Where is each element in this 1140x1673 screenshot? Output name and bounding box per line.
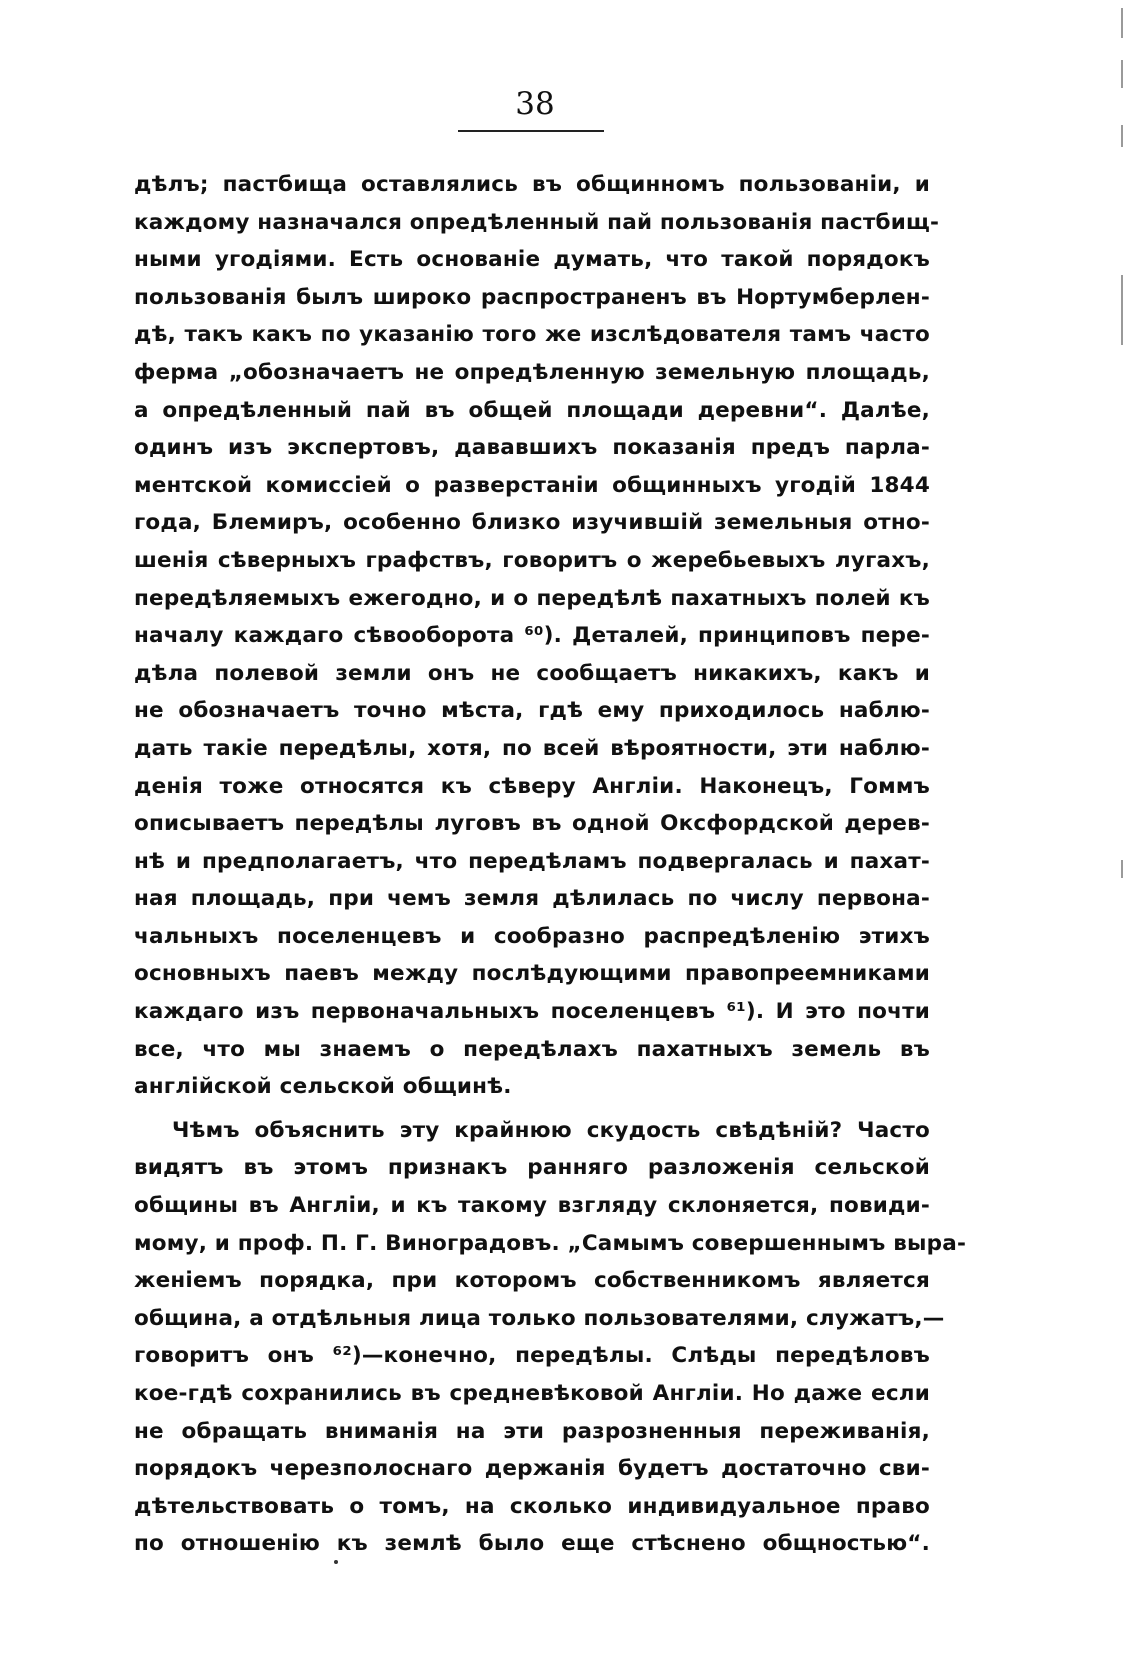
text-line: Чѣмъ объяснить эту крайнюю скудость свѣдѣній? Часто <box>172 1117 930 1143</box>
text-line: передѣляемыхъ ежегодно, и о передѣлѣ пахатныхъ полей къ <box>134 585 930 611</box>
text-line: дѣтельствовать о томъ, на сколько индивидуальное право <box>134 1493 930 1519</box>
text-line: шенія сѣверныхъ графствъ, говоритъ о жеребьевыхъ лугахъ, <box>134 547 930 573</box>
text-line: женіемъ порядка, при которомъ собственникомъ является <box>134 1268 930 1294</box>
scan-edge-mark <box>1121 8 1123 38</box>
text-line: не обозначаетъ точно мѣста, гдѣ ему приходилось наблю- <box>134 698 930 724</box>
text-line: года, Блемиръ, особенно близко изучившій земельныя отно- <box>134 510 930 536</box>
text-line: описываетъ передѣлы луговъ въ одной Оксфордской дерев- <box>134 811 930 837</box>
text-line: началу каждаго сѣвооборота ⁶⁰). Деталей, принциповъ пере- <box>134 623 930 649</box>
text-line: не обращать вниманія на эти разрозненныя переживанія, <box>134 1418 930 1444</box>
text-line: а опредѣленный пай въ общей площади деревни“. Далѣе, <box>134 397 930 423</box>
text-line: кое-гдѣ сохранились въ средневѣковой Англіи. Но даже если <box>134 1381 930 1406</box>
scan-edge-mark <box>1121 860 1123 878</box>
text-line: ферма „обозначаетъ не опредѣленную земельную площадь, <box>134 359 930 385</box>
text-line: говоритъ онъ ⁶²)—конечно, передѣлы. Слѣды передѣловъ <box>134 1343 930 1369</box>
text-line: видятъ въ этомъ признакъ ранняго разложенія сельской <box>134 1155 930 1181</box>
text-line: нѣ и предполагаетъ, что передѣламъ подвергалась и пахат- <box>134 848 930 874</box>
text-line: ментской комиссіей о разверстаніи общинныхъ угодій 1844 <box>134 472 930 498</box>
paragraph-2 <box>134 1112 967 1563</box>
text-line: дѣ, такъ какъ по указанію того же изслѣдователя тамъ часто <box>134 322 930 348</box>
scan-edge-mark <box>1121 125 1123 147</box>
text-line: дать такіе передѣлы, хотя, по всей вѣроятности, эти наблю- <box>134 735 930 761</box>
text-line: порядокъ черезполоснаго держанія будетъ достаточно сви- <box>134 1456 930 1482</box>
text-line: каждаго изъ первоначальныхъ поселенцевъ ⁶¹). И это почти <box>134 999 930 1025</box>
scan-edge-mark <box>1121 60 1123 88</box>
page-number: 38 <box>515 86 555 122</box>
text-line: каждому назначался опредѣленный пай пользованія пастбищ- <box>134 209 940 235</box>
body-text <box>134 166 967 1563</box>
text-line: общины въ Англіи, и къ такому взгляду склоняется, повиди- <box>134 1193 930 1219</box>
text-line: дѣла полевой земли онъ не сообщаетъ никакихъ, какъ и <box>134 660 930 686</box>
text-line: по отношенію къ землѣ было еще стѣснено общностью“. <box>134 1531 930 1557</box>
scan-speck <box>334 1560 338 1564</box>
text-line: пользованія былъ широко распространенъ въ Нортумберлен- <box>134 284 930 310</box>
text-line: все, что мы знаемъ о передѣлахъ пахатныхъ земель въ <box>134 1036 930 1062</box>
text-line: англійской сельской общинѣ. <box>134 1074 512 1100</box>
scan-edge-mark <box>1121 275 1123 345</box>
text-line: денія тоже относятся къ сѣверу Англіи. Наконецъ, Гоммъ <box>134 773 930 799</box>
text-line: община, а отдѣльныя лица только пользователями, служатъ,— <box>134 1305 945 1331</box>
header-rule <box>458 130 604 132</box>
text-line: дѣлъ; пастбища оставлялись въ общинномъ пользованіи, и <box>134 172 930 197</box>
text-line: ными угодіями. Есть основаніе думать, что такой порядокъ <box>134 247 930 273</box>
text-line: мому, и проф. П. Г. Виноградовъ. „Самымъ совершеннымъ выра- <box>134 1230 967 1256</box>
paragraph-1 <box>134 166 940 1106</box>
text-line: чальныхъ поселенцевъ и сообразно распредѣленію этихъ <box>134 923 930 949</box>
text-line: основныхъ паевъ между послѣдующими правопреемниками <box>134 961 930 987</box>
text-line: одинъ изъ экспертовъ, дававшихъ показанія предъ парла- <box>134 435 930 461</box>
text-line: ная площадь, при чемъ земля дѣлилась по числу первона- <box>134 886 930 912</box>
